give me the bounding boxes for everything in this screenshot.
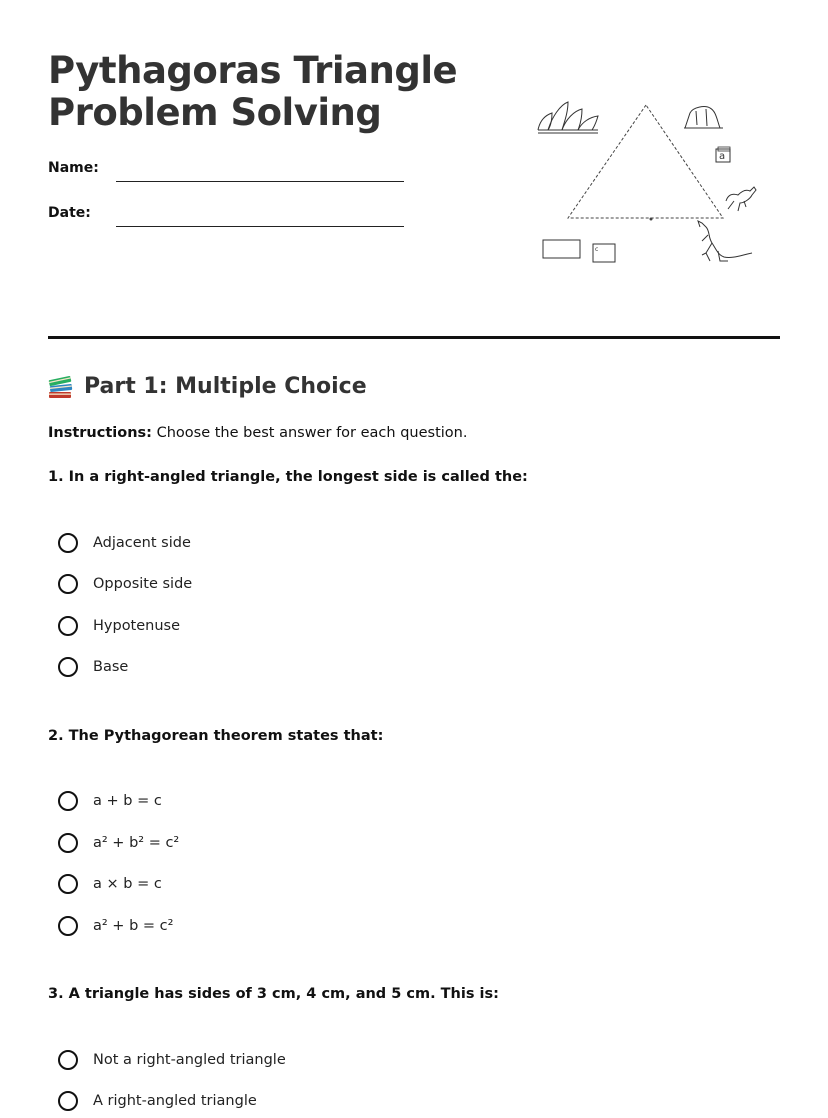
option-label: a × b = c <box>93 876 162 892</box>
q2-option-a[interactable] <box>58 791 162 811</box>
option-label: Opposite side <box>93 576 193 592</box>
option-label: Not a right-angled triangle <box>93 1052 286 1068</box>
triangle-illustration <box>530 95 770 275</box>
radio-button[interactable] <box>58 574 78 594</box>
label-c: c <box>595 246 599 253</box>
option-label: a² + b² = c² <box>93 835 180 851</box>
right-triangle-shape <box>568 105 726 218</box>
large-kangaroo-icon <box>698 221 752 261</box>
books-icon <box>48 375 74 399</box>
question-1: 1. In a right-angled triangle, the longest side is called the: <box>48 469 528 485</box>
option-label: a² + b = c² <box>93 918 174 934</box>
q1-option-a[interactable] <box>58 533 191 553</box>
q2-option-d[interactable] <box>58 916 173 936</box>
part1-heading <box>48 374 367 399</box>
q1-option-c[interactable] <box>58 616 180 636</box>
q2-option-b[interactable] <box>58 833 179 853</box>
radio-button[interactable] <box>58 1050 78 1070</box>
answer-boxes <box>543 240 615 262</box>
label-a-box <box>716 147 730 162</box>
question-2: 2. The Pythagorean theorem states that: <box>48 728 384 744</box>
instructions-label: Instructions: <box>48 425 152 441</box>
instructions <box>48 425 467 441</box>
option-label: Adjacent side <box>93 535 191 551</box>
title-line-1: Pythagoras Triangle <box>48 49 458 92</box>
small-kangaroo-icon <box>726 187 756 211</box>
svg-text:a: a <box>719 151 726 162</box>
radio-button[interactable] <box>58 1091 78 1111</box>
part1-heading-text: Part 1: Multiple Choice <box>84 374 367 399</box>
q1-option-d[interactable] <box>58 657 128 677</box>
title-line-2: Problem Solving <box>48 91 382 134</box>
q1-option-b[interactable] <box>58 574 192 594</box>
q3-option-b[interactable] <box>58 1091 257 1111</box>
radio-button[interactable] <box>58 533 78 553</box>
instructions-text: Choose the best answer for each question. <box>156 425 468 441</box>
radio-button[interactable] <box>58 616 78 636</box>
name-field[interactable] <box>116 181 404 182</box>
q2-option-c[interactable] <box>58 874 162 894</box>
option-label: A right-angled triangle <box>93 1093 257 1109</box>
date-label: Date: <box>48 205 91 221</box>
option-label: a + b = c <box>93 793 162 809</box>
radio-button[interactable] <box>58 916 78 936</box>
uluru-icon <box>684 107 723 128</box>
date-field[interactable] <box>116 226 404 227</box>
radio-button[interactable] <box>58 874 78 894</box>
q3-option-a[interactable] <box>58 1050 286 1070</box>
opera-house-icon <box>538 102 598 133</box>
question-3: 3. A triangle has sides of 3 cm, 4 cm, and 5 cm. This is: <box>48 986 499 1002</box>
radio-button[interactable] <box>58 833 78 853</box>
worksheet-title <box>48 50 457 134</box>
section-divider <box>48 336 780 339</box>
option-label: Base <box>93 659 129 675</box>
radio-button[interactable] <box>58 791 78 811</box>
radio-button[interactable] <box>58 657 78 677</box>
option-label: Hypotenuse <box>93 618 181 634</box>
name-label: Name: <box>48 160 99 176</box>
